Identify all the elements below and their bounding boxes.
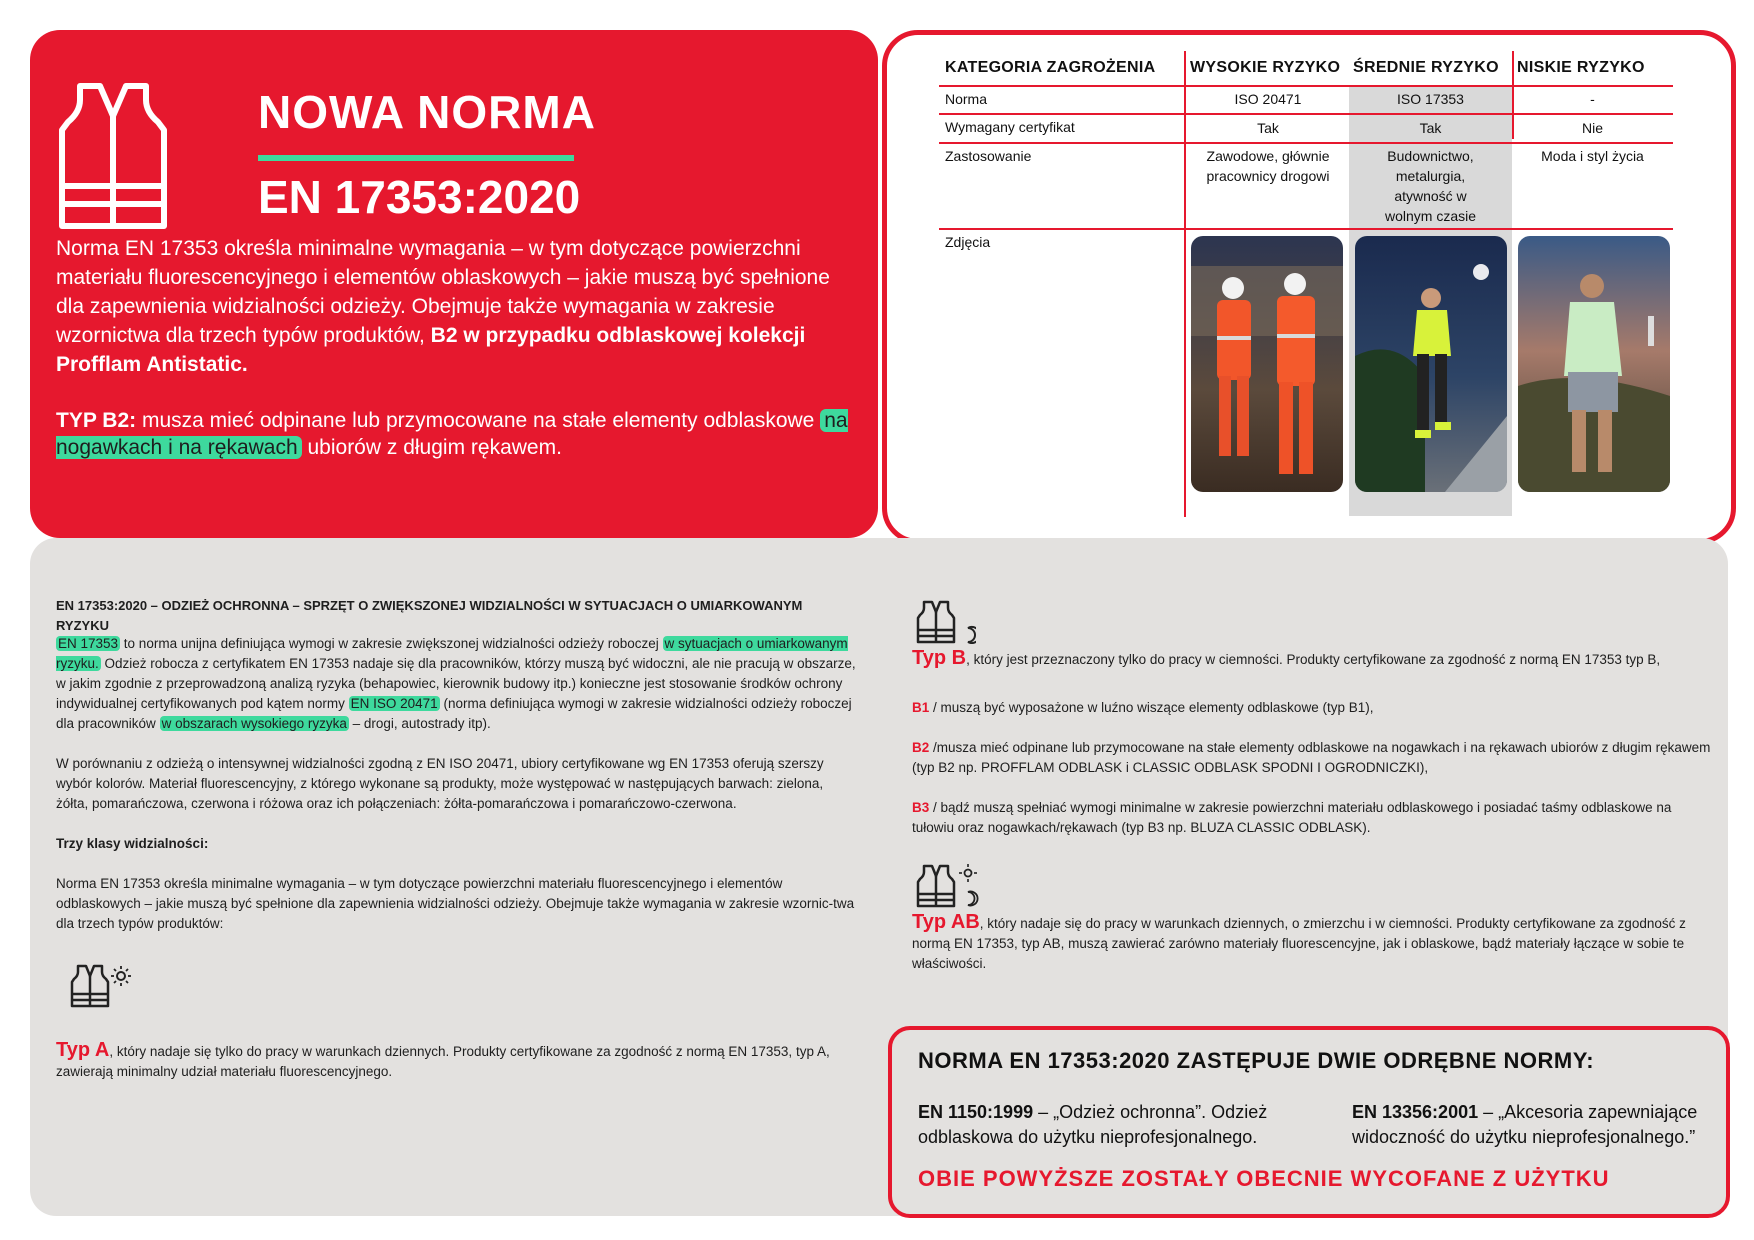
- table-header-low: NISKIE RYZYKO: [1517, 59, 1645, 76]
- title-divider: [258, 155, 574, 161]
- table-divider: [939, 85, 1673, 87]
- section-heading: EN 17353:2020 – ODZIEŻ OCHRONNA – SPRZĘT O ZWIĘKSZONEJ WIDZIALNOŚCI W SYTUACJACH O UMIARKOWANYM RYZYKU: [56, 598, 803, 633]
- cell-low-norma: -: [1590, 91, 1595, 107]
- highlight-high-risk: w obszarach wysokiego ryzyka: [161, 716, 347, 731]
- b2-label: B2: [912, 740, 930, 755]
- visibility-classes-heading: Trzy klasy widzialności:: [56, 836, 209, 851]
- hero-description-bold: B2 w przypadku odblaskowej kolekcji Profflam Antistatic.: [56, 324, 806, 376]
- workers-photo: [1191, 236, 1343, 492]
- hero-description: [56, 234, 856, 379]
- typ-b-label: Typ B: [912, 647, 967, 669]
- cell-high-cert: Tak: [1257, 120, 1279, 136]
- typ-a-description: [56, 1040, 856, 1082]
- highlight-moderate-risk: w sytuacjach o umiarkowanym ryzyku.: [56, 636, 848, 671]
- b3-label: B3: [912, 800, 930, 815]
- norm-en13356-text: – „Akcesoria zapewniające widoczność do użytku nieprofesjonalnego.”: [1352, 1102, 1698, 1147]
- norm-en13356-code: EN 13356:2001: [1352, 1102, 1479, 1122]
- typ-b2-label: TYP B2:: [56, 409, 137, 432]
- vest-sun-icon: [70, 964, 134, 1013]
- b2-text: /musza mieć odpinane lub przymocowane na stałe elementy odblaskowe na nogawkach i na rękawach ubiorów z długim rękawem (typ B2 np. PROFFLAM ODBLASK i CLASSIC ODBLASK SPODNI I OGRODNICZKI),: [912, 740, 1711, 775]
- table-header-high: WYSOKIE RYZYKO: [1190, 59, 1341, 76]
- withdrawn-warning: OBIE POWYŻSZE ZOSTAŁY OBECNIE WYCOFANE Z UŻYTKU: [918, 1166, 1610, 1191]
- table-divider: [939, 228, 1673, 230]
- row-label-certificate: Wymagany certyfikat: [945, 119, 1075, 135]
- typ-a-text: , który nadaje się tylko do pracy w warunkach dziennych. Produkty certyfikowane za zgodność z normą EN 17353, typ A, zawierają minimalny udział materiału fluorescencyjnego.: [56, 1044, 830, 1079]
- typ-ab-text: , który nadaje się do pracy w warunkach dziennych, o zmierzchu i w ciemności. Produkty certyfikowane za zgodność z normą EN 17353, typ AB, muszą zawierać zarówno materiały fluorescencyjne, jak i oblaskowe, bądź materiały łączące w sobie te właściwości.: [912, 916, 1686, 971]
- p1-text-3: (norma definiująca wymogi w zakresie widzialności odzieży roboczej dla pracowników: [56, 696, 852, 731]
- norm-en1150-text: – „Odzież ochronna”. Odzież odblaskowa do użytku nieprofesjonalnego.: [918, 1102, 1268, 1147]
- norm-en1150-code: EN 1150:1999: [918, 1102, 1034, 1122]
- typ-ab-description: [912, 912, 1712, 974]
- casual-man-photo: [1518, 236, 1670, 492]
- b3-text: / bądź muszą spełniać wymogi minimalne w zakresie powierzchni materiału odblaskowego i posiadać taśmy odblaskowe na tułowiu oraz nogawkach/rękawach (typ B3 np. BLUZA CLASSIC ODBLASK).: [912, 800, 1672, 835]
- typ-b-text: , który jest przeznaczony tylko do pracy w ciemności. Produkty certyfikowane za zgodność z normą EN 17353 typ B,: [966, 652, 1661, 667]
- p1-text-4: – drogi, autostrady itp).: [348, 716, 491, 731]
- typ-b2-text-1: musza mieć odpinane lub przymocowane na stałe elementy odblaskowe: [136, 409, 821, 432]
- row-label-photos: Zdjęcia: [945, 234, 991, 250]
- typ-ab-label: Typ AB: [912, 911, 980, 933]
- typ-b-description: [912, 648, 1712, 670]
- vest-moon-icon: [916, 600, 976, 649]
- highlight-en17353: EN 17353: [58, 636, 119, 651]
- highlight-iso20471: EN ISO 20471: [350, 696, 438, 711]
- row-label-usage: Zastosowanie: [945, 148, 1032, 164]
- table-divider: [939, 113, 1673, 115]
- paragraph-requirements: Norma EN 17353 określa minimalne wymagania – w tym dotyczące powierzchni materiału fluorescencyjnego i elementów odblaskowych – jakie muszą być spełnione dla zapewnienia widzialności odzieży. Obejmuje także wymagania w zakresie wzornic-twa dla trzech typów produktów:: [56, 876, 855, 931]
- hero-typ-b2: [56, 407, 856, 461]
- b1-label: B1: [912, 700, 930, 715]
- cell-medium-usage: Budownictwo, metalurgia, atywność w wolnym czasie: [1384, 148, 1477, 224]
- norm-replacement-box: [888, 1026, 1730, 1218]
- p1-text-2: Odzież robocza z certyfikatem EN 17353 nadaje się dla pracowników, którzy muszą być widoczni, ale nie pracują w obszarze, w jakim zgodnie z przeprowadzoną analizą ryzyka (behapowiec, kierownik budowy itp.) konieczne jest stosowanie środków ochrony indywidualnej certyfikowanych pod kątem normy: [56, 656, 856, 711]
- table-header-category: KATEGORIA ZAGROŻENIA: [945, 59, 1156, 76]
- cell-low-usage: Moda i styl życia: [1541, 148, 1644, 164]
- hero-panel: [30, 30, 878, 538]
- typ-b2-text-2: ubiorów z długim rękawem.: [301, 436, 562, 459]
- b1-description: [912, 698, 1712, 718]
- hero-description-text: Norma EN 17353 określa minimalne wymagania – w tym dotyczące powierzchni materiału fluorescencyjnego i elementów oblaskowych – jakie muszą być spełnione dla zapewnienia widzialności odzieży. Obejmuje także wymagania w zakresie wzornictwa dla trzech typów produktów,: [56, 237, 830, 347]
- paragraph-colors: W porównaniu z odzieżą o intensywnej widzialności zgodną z EN ISO 20471, ubiory certyfikowane wg EN 17353 oferują szerszy wybór kolorów. Materiał fluorescencyjny, z którego wykonane są produkty, może występować w następujących barwach: zielona, żółta, pomarańczowa, czerwona i różowa oraz ich połączeniach: żółta-pomarańczowa i pomarańczowo-czerwona.: [56, 756, 824, 811]
- risk-table-panel: [882, 30, 1736, 544]
- norm-code: EN 17353:2020: [258, 171, 581, 223]
- row-label-norma: Norma: [945, 91, 988, 107]
- table-header-medium: ŚREDNIE RYZYKO: [1353, 59, 1499, 76]
- paragraph-en17353: [56, 634, 868, 734]
- b3-description: [912, 798, 1712, 838]
- p1-text-1: to norma unijna definiująca wymogi w zakresie zwiększonej widzialności odzieży roboczej: [120, 636, 663, 651]
- b2-description: [912, 738, 1712, 778]
- norm-en1150: [918, 1100, 1298, 1150]
- cell-medium-cert: Tak: [1419, 120, 1442, 136]
- vest-icon: [58, 82, 168, 230]
- vest-sun-moon-icon: [916, 862, 980, 913]
- b1-text: / muszą być wyposażone w luźno wiszące elementy odblaskowe (typ B1),: [929, 700, 1374, 715]
- table-divider: [1184, 51, 1186, 517]
- typ-b2-highlight: na nogawkach i na rękawach: [56, 409, 848, 459]
- cell-high-norma: ISO 20471: [1234, 91, 1302, 107]
- runner-photo: [1355, 236, 1507, 492]
- cell-high-usage: Zawodowe, głównie pracownicy drogowi: [1206, 148, 1330, 184]
- norm-en13356: [1352, 1100, 1712, 1150]
- cell-medium-norma: ISO 17353: [1397, 91, 1464, 107]
- cell-low-cert: Nie: [1581, 120, 1603, 136]
- norm-box-title: NORMA EN 17353:2020 ZASTĘPUJE DWIE ODRĘBNE NORMY:: [918, 1048, 1595, 1073]
- typ-a-label: Typ A: [56, 1039, 110, 1061]
- page-title: NOWA NORMA: [258, 86, 596, 138]
- table-divider: [939, 142, 1673, 144]
